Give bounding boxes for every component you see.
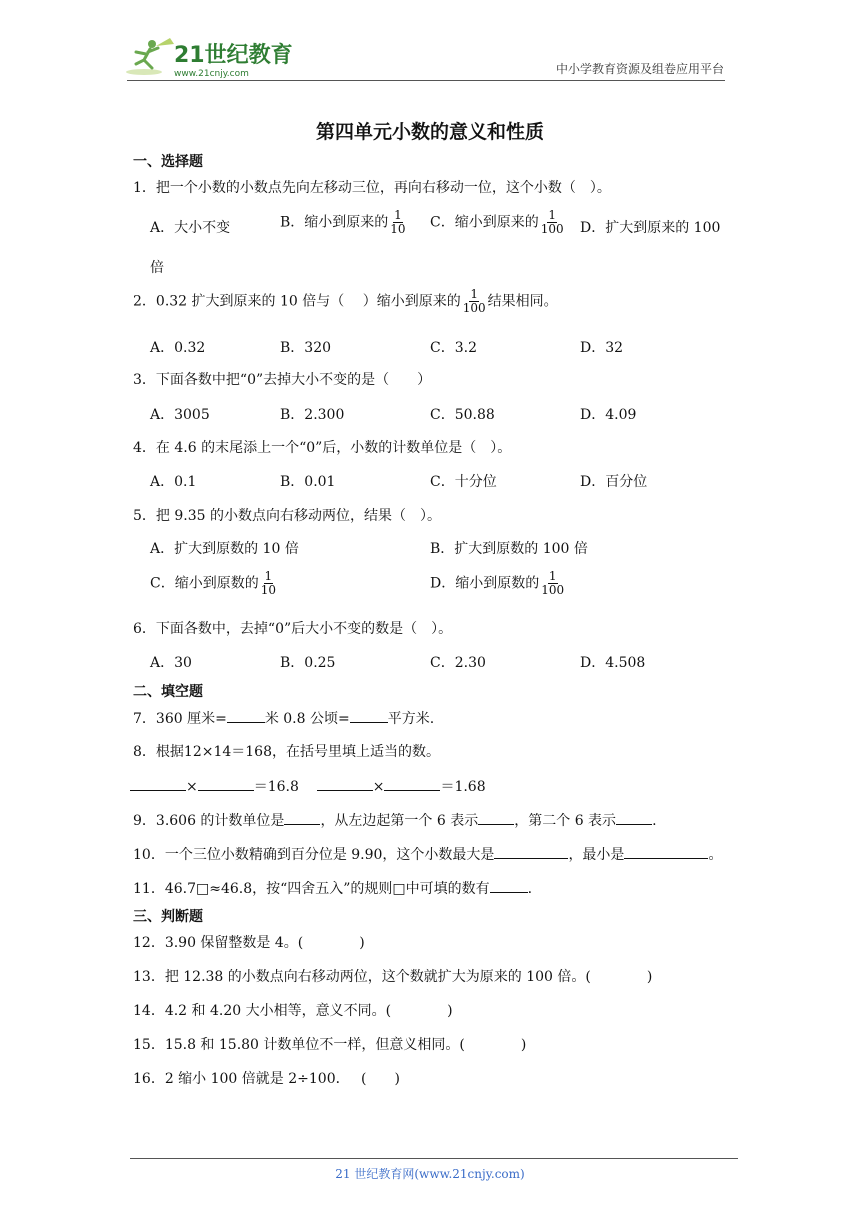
q3-option-b: B．2.300 (280, 407, 345, 423)
question-12: 12．3.90 保留整数是 4。( ) (133, 935, 365, 951)
answer-blank[interactable] (384, 776, 440, 791)
fraction-denominator: 100 (462, 301, 486, 315)
q1-option-d: D．扩大到原来的 100 (580, 220, 721, 236)
svg-text:www.21cnjy.com: www.21cnjy.com (174, 69, 249, 79)
q9-text: ，从左边起第一个 6 表示 (320, 813, 479, 829)
q5-option-d (430, 570, 566, 597)
multiply-sign: × (372, 779, 385, 795)
section-heading-fill: 二、填空题 (133, 684, 203, 700)
q2-option-d: D．32 (580, 340, 624, 356)
q3-option-d: D．4.09 (580, 407, 637, 423)
q9-text: 9．3.606 的计数单位是 (133, 813, 285, 829)
answer-blank[interactable] (478, 810, 514, 825)
question-6-stem: 6．下面各数中，去掉“0”后大小不变的数是（ ）。 (133, 621, 453, 637)
svg-text:21世纪教育: 21世纪教育 (174, 43, 293, 68)
q5-option-c-text: C．缩小到原数的 (150, 575, 259, 592)
q5-option-c (150, 570, 278, 597)
q7-text: 7．360 厘米= (133, 711, 227, 727)
fraction-numerator: 1 (264, 569, 273, 583)
q6-option-d: D．4.508 (580, 655, 646, 671)
q2-option-c: C．3.2 (430, 340, 477, 356)
answer-blank[interactable] (284, 810, 320, 825)
q1-option-c-text: C．缩小到原来的 (430, 214, 539, 231)
fraction (463, 288, 486, 315)
q1-option-b (280, 209, 408, 236)
answer-blank[interactable] (616, 810, 652, 825)
q6-option-c: C．2.30 (430, 655, 486, 671)
q3-option-a: A．3005 (150, 407, 210, 423)
page-title: 第四单元小数的意义和性质 (315, 121, 544, 143)
q10-text: 10．一个三位小数精确到百分位是 9.90，这个小数最大是 (133, 847, 495, 863)
q10-text: ，最小是 (568, 847, 625, 863)
fraction-numerator: 1 (470, 287, 478, 301)
question-14: 14．4.2 和 4.20 大小相等，意义不同。( ) (133, 1003, 453, 1019)
question-15: 15．15.8 和 15.80 计数单位不一样，但意义相同。( ) (133, 1037, 527, 1053)
multiply-sign: × (186, 779, 198, 795)
q2-stem-tail: 结果相同。 (487, 293, 558, 310)
q1-option-c (430, 209, 566, 236)
section-heading-choice: 一、选择题 (133, 154, 203, 170)
q1-option-d-continued: 倍 (150, 260, 164, 276)
site-logo (122, 34, 302, 80)
q2-option-b: B．320 (280, 340, 332, 356)
q5-option-b: B．扩大到原数的 100 倍 (430, 541, 588, 557)
answer-blank[interactable] (494, 844, 568, 859)
fraction-numerator: 1 (548, 208, 556, 222)
question-5-stem: 5．把 9.35 的小数点向右移动两位，结果（ ）。 (133, 508, 441, 524)
footer-divider (130, 1158, 738, 1159)
fraction-denominator: 10 (260, 583, 276, 597)
q1-option-b-text: B．缩小到原来的 (280, 214, 389, 231)
q6-option-a: A．30 (150, 655, 192, 671)
question-8-equations (130, 776, 486, 797)
section-heading-judge: 三、判断题 (133, 909, 203, 925)
fraction (261, 570, 276, 597)
q9-text: ，第二个 6 表示 (514, 813, 617, 829)
q11-text: 11．46.7□≈46.8，按“四舍五入”的规则□中可填的数有 (133, 881, 490, 897)
fraction-denominator: 100 (541, 583, 565, 597)
q4-option-d: D．百分位 (580, 474, 648, 490)
q5-option-a: A．扩大到原数的 10 倍 (150, 541, 299, 557)
answer-blank[interactable] (198, 776, 254, 791)
fraction-denominator: 10 (390, 222, 406, 236)
question-1-stem: 1．把一个小数的小数点先向左移动三位，再向右移动一位，这个小数（ ）。 (133, 180, 611, 196)
runner-logo-icon (122, 34, 302, 80)
fraction (390, 209, 405, 236)
fraction (541, 209, 564, 236)
q3-option-c: C．50.88 (430, 407, 495, 423)
q4-option-a: A．0.1 (150, 474, 197, 490)
answer-blank[interactable] (317, 776, 373, 791)
platform-label: 中小学教育资源及组卷应用平台 (555, 62, 724, 76)
q5-option-d-text: D．缩小到原数的 (430, 575, 540, 592)
q8-result: ＝16.8 (253, 779, 299, 795)
question-8-stem: 8．根据12×14＝168，在括号里填上适当的数。 (133, 744, 440, 760)
answer-blank[interactable] (227, 708, 265, 723)
answer-blank[interactable] (350, 708, 388, 723)
q6-option-b: B．0.25 (280, 655, 336, 671)
question-3-stem: 3．下面各数中把“0”去掉大小不变的是（ ） (133, 372, 432, 388)
q2-stem-text: 2．0.32 扩大到原来的 10 倍与（ ）缩小到原来的 (133, 293, 461, 310)
q9-text: . (652, 813, 657, 829)
fraction (541, 570, 564, 597)
q11-text: . (527, 881, 533, 897)
question-13: 13．把 12.38 的小数点向右移动两位，这个数就扩大为原来的 100 倍。( ) (133, 969, 653, 985)
q4-option-c: C．十分位 (430, 474, 497, 490)
question-9 (133, 810, 657, 831)
q7-text: 平方米. (387, 711, 435, 727)
answer-blank[interactable] (130, 776, 186, 791)
q10-text: 。 (708, 847, 723, 863)
fraction-denominator: 100 (540, 222, 564, 236)
question-2-stem (133, 288, 558, 315)
question-7 (133, 708, 434, 729)
footer-link[interactable]: 21 世纪教育网(www.21cnjy.com) (335, 1167, 525, 1181)
q8-result: ＝1.68 (440, 779, 486, 795)
header-divider (127, 80, 725, 81)
fraction-numerator: 1 (548, 569, 557, 583)
q1-option-a: A．大小不变 (150, 220, 231, 236)
fraction-numerator: 1 (394, 208, 402, 222)
q4-option-b: B．0.01 (280, 474, 336, 490)
question-11 (133, 878, 532, 899)
q2-option-a: A．0.32 (150, 340, 206, 356)
answer-blank[interactable] (624, 844, 708, 859)
answer-blank[interactable] (490, 878, 528, 893)
question-4-stem: 4．在 4.6 的末尾添上一个“0”后，小数的计数单位是（ ）。 (133, 440, 512, 456)
question-16: 16．2 缩小 100 倍就是 2÷100． ( ) (133, 1071, 400, 1087)
question-10 (133, 844, 722, 865)
q7-text: 米 0.8 公顷= (264, 711, 350, 727)
